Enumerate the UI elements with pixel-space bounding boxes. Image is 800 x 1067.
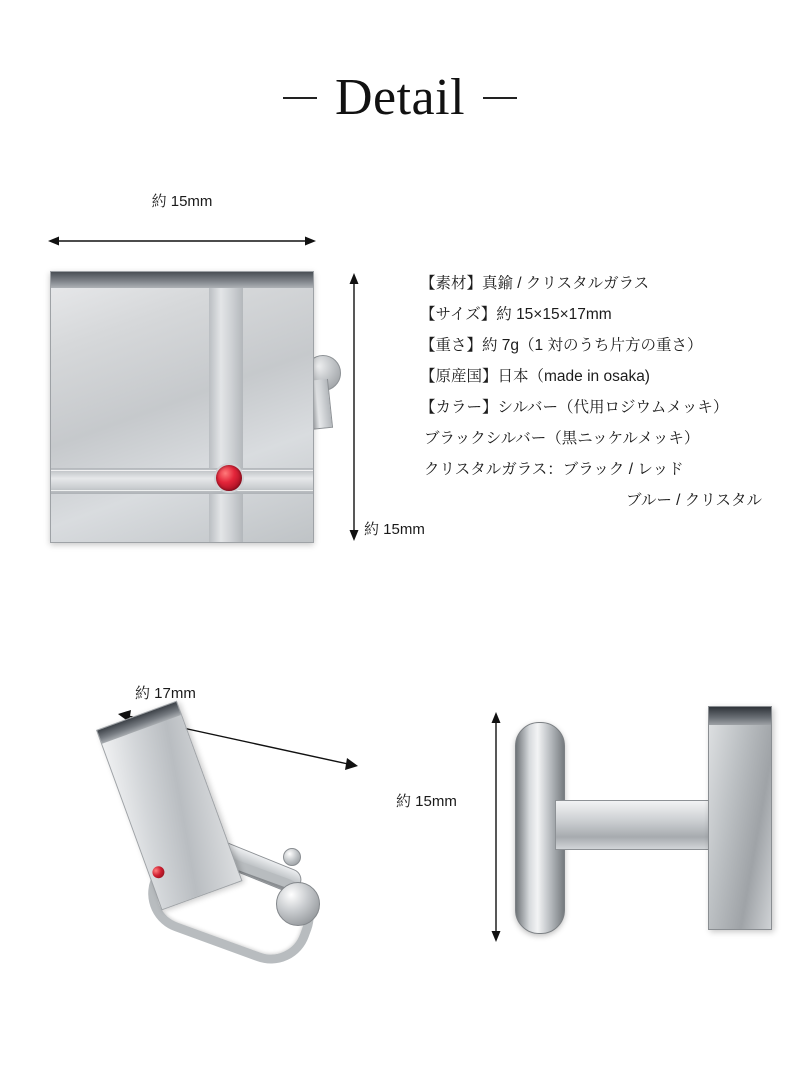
side-view-red-gem <box>151 865 166 880</box>
side-view-plate-bevel <box>97 702 181 744</box>
bottom-right-height-arrow-icon <box>490 712 502 942</box>
cufflink-front-face <box>50 271 314 543</box>
spec-color-black-silver: ブラックシルバー（黒ニッケルメッキ） <box>424 430 700 447</box>
back-view-figure <box>380 660 800 1060</box>
top-width-arrow-icon <box>48 235 316 247</box>
side-view-ball-end <box>276 882 320 926</box>
title-left-dash-icon <box>283 97 317 99</box>
back-view-plate <box>708 706 772 930</box>
spec-weight: 【重さ】約 7g（1 対のうち片方の重さ） <box>420 337 703 354</box>
title-right-dash-icon <box>483 97 517 99</box>
back-view-plate-bevel <box>709 707 771 725</box>
vertical-texture-band <box>209 288 243 542</box>
spec-color: 【カラー】シルバー（代用ロジウムメッキ） <box>420 399 729 416</box>
spec-list <box>420 268 780 516</box>
red-crystal-gem <box>214 463 244 493</box>
band-highlight-line <box>51 470 313 471</box>
side-view-pivot <box>283 848 301 866</box>
top-height-label: 約 15mm <box>364 521 425 538</box>
side-view-figure <box>0 660 400 1060</box>
top-height-arrow-icon <box>348 273 360 541</box>
spec-crystal-colors: クリスタルガラス：ブラック / レッド <box>424 461 684 478</box>
spec-crystal-colors-2: ブルー / クリスタル <box>626 492 762 509</box>
band-highlight-line <box>51 490 313 491</box>
bottom-left-length-label: 約 17mm <box>135 685 196 702</box>
spec-origin: 【原産国】日本（made in osaka) <box>420 368 650 385</box>
top-width-label: 約 15mm <box>151 193 213 210</box>
spec-material: 【素材】真鍮 / クリスタルガラス <box>420 275 650 292</box>
page-title: Detail <box>334 69 466 126</box>
page-title-group <box>0 69 800 126</box>
bottom-right-height-label: 約 15mm <box>396 793 457 810</box>
spec-size: 【サイズ】約 15×15×17mm <box>420 306 612 323</box>
horizontal-texture-band <box>51 468 313 494</box>
